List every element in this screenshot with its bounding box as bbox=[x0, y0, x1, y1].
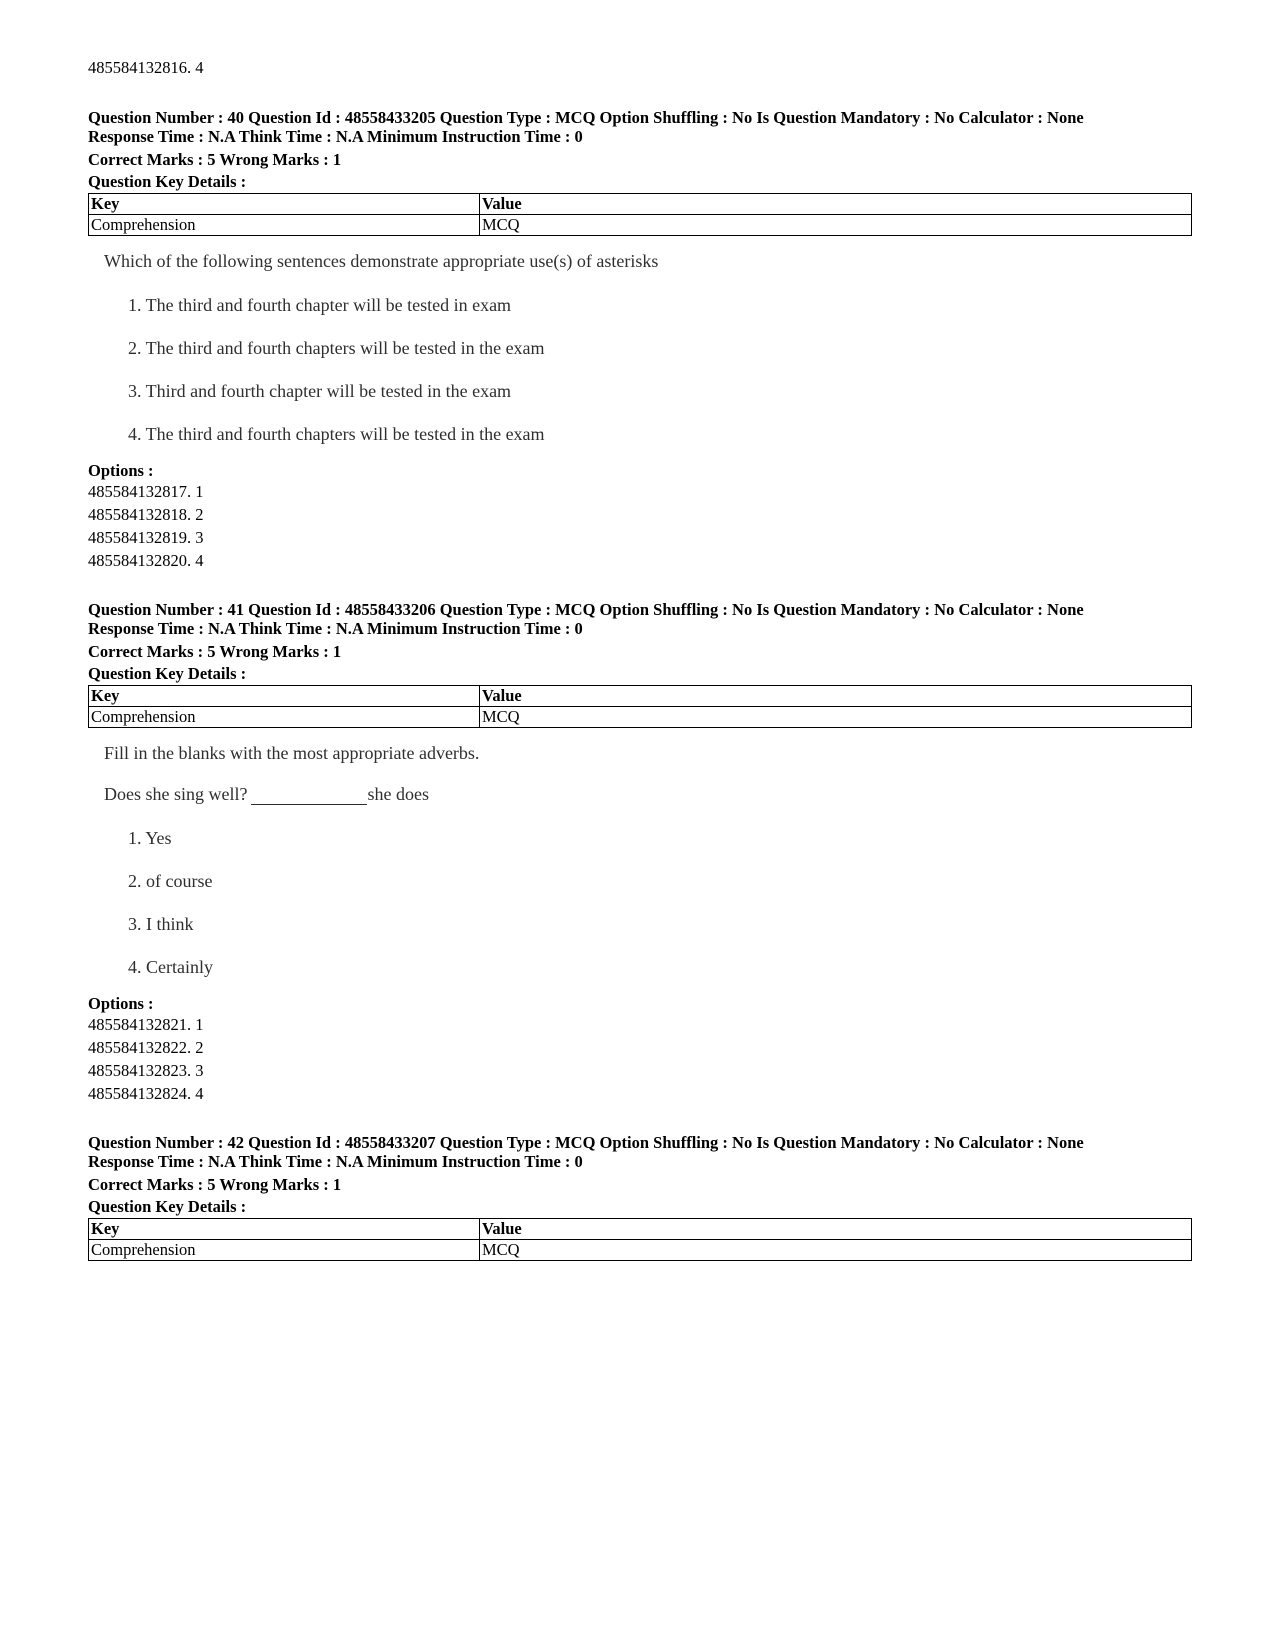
option-item: 485584132817. 1 bbox=[88, 482, 204, 501]
page-header-option: 485584132816. 4 bbox=[88, 58, 204, 77]
value-header-cell: Value bbox=[480, 1219, 1192, 1240]
key-table-row bbox=[89, 215, 1192, 236]
key-table-header-row bbox=[89, 194, 1192, 215]
question-40 bbox=[88, 108, 1192, 572]
question-42 bbox=[88, 1133, 1192, 1261]
question-header-line1: Question Number : 42 Question Id : 48558433207 Question Type : MCQ Option Shuffling : No Is Question Mandatory : No Calculator : None bbox=[88, 1133, 1084, 1152]
question-header-line2: Response Time : N.A Think Time : N.A Minimum Instruction Time : 0 bbox=[88, 619, 583, 638]
question-sentence bbox=[104, 783, 1192, 805]
value-header-cell: Value bbox=[480, 194, 1192, 215]
key-table-row bbox=[89, 1240, 1192, 1261]
document-page bbox=[88, 58, 1192, 1289]
key-header-cell: Key bbox=[89, 194, 480, 215]
question-header-line1: Question Number : 40 Question Id : 48558433205 Question Type : MCQ Option Shuffling : No Is Question Mandatory : No Calculator : None bbox=[88, 108, 1084, 127]
question-header-line1: Question Number : 41 Question Id : 48558433206 Question Type : MCQ Option Shuffling : No Is Question Mandatory : No Calculator : None bbox=[88, 600, 1084, 619]
key-cell: Comprehension bbox=[89, 215, 480, 236]
options-label: Options : bbox=[88, 994, 154, 1013]
value-header-cell: Value bbox=[480, 686, 1192, 707]
question-body bbox=[104, 250, 1192, 445]
question-marks: Correct Marks : 5 Wrong Marks : 1 bbox=[88, 1175, 342, 1194]
question-header-line2: Response Time : N.A Think Time : N.A Minimum Instruction Time : 0 bbox=[88, 127, 583, 146]
question-choice: 1. Yes bbox=[128, 828, 172, 848]
key-table-header-row bbox=[89, 686, 1192, 707]
question-choice-list bbox=[104, 827, 1192, 978]
key-cell: Comprehension bbox=[89, 707, 480, 728]
sentence-before: Does she sing well? bbox=[104, 784, 248, 804]
question-key-details-label: Question Key Details : bbox=[88, 1197, 247, 1216]
options-label: Options : bbox=[88, 461, 154, 480]
question-41 bbox=[88, 600, 1192, 1105]
question-choice-list bbox=[104, 294, 1192, 445]
fill-blank bbox=[251, 787, 367, 805]
question-choice: 4. The third and fourth chapters will be tested in the exam bbox=[128, 424, 545, 444]
sentence-after: she does bbox=[367, 784, 429, 804]
question-key-table bbox=[88, 685, 1192, 728]
value-cell: MCQ bbox=[480, 215, 1192, 236]
question-choice: 2. The third and fourth chapters will be tested in the exam bbox=[128, 338, 545, 358]
question-key-table bbox=[88, 1218, 1192, 1261]
key-cell: Comprehension bbox=[89, 1240, 480, 1261]
question-body bbox=[104, 742, 1192, 978]
question-key-table bbox=[88, 193, 1192, 236]
value-cell: MCQ bbox=[480, 707, 1192, 728]
option-item: 485584132824. 4 bbox=[88, 1084, 204, 1103]
question-choice: 2. of course bbox=[128, 871, 213, 891]
question-marks: Correct Marks : 5 Wrong Marks : 1 bbox=[88, 150, 342, 169]
option-item: 485584132823. 3 bbox=[88, 1061, 204, 1080]
option-item: 485584132818. 2 bbox=[88, 505, 204, 524]
question-text: Fill in the blanks with the most appropriate adverbs. bbox=[104, 743, 480, 763]
question-choice: 3. Third and fourth chapter will be tested in the exam bbox=[128, 381, 512, 401]
key-header-cell: Key bbox=[89, 1219, 480, 1240]
question-choice: 3. I think bbox=[128, 914, 194, 934]
key-table-row bbox=[89, 707, 1192, 728]
question-marks: Correct Marks : 5 Wrong Marks : 1 bbox=[88, 642, 342, 661]
option-item: 485584132819. 3 bbox=[88, 528, 204, 547]
option-item: 485584132822. 2 bbox=[88, 1038, 204, 1057]
option-item: 485584132821. 1 bbox=[88, 1015, 204, 1034]
key-table-header-row bbox=[89, 1219, 1192, 1240]
option-item: 485584132820. 4 bbox=[88, 551, 204, 570]
question-key-details-label: Question Key Details : bbox=[88, 664, 247, 683]
question-choice: 4. Certainly bbox=[128, 957, 213, 977]
value-cell: MCQ bbox=[480, 1240, 1192, 1261]
question-choice: 1. The third and fourth chapter will be tested in exam bbox=[128, 295, 512, 315]
question-key-details-label: Question Key Details : bbox=[88, 172, 247, 191]
question-text: Which of the following sentences demonstrate appropriate use(s) of asterisks bbox=[104, 251, 659, 271]
key-header-cell: Key bbox=[89, 686, 480, 707]
question-header-line2: Response Time : N.A Think Time : N.A Minimum Instruction Time : 0 bbox=[88, 1152, 583, 1171]
